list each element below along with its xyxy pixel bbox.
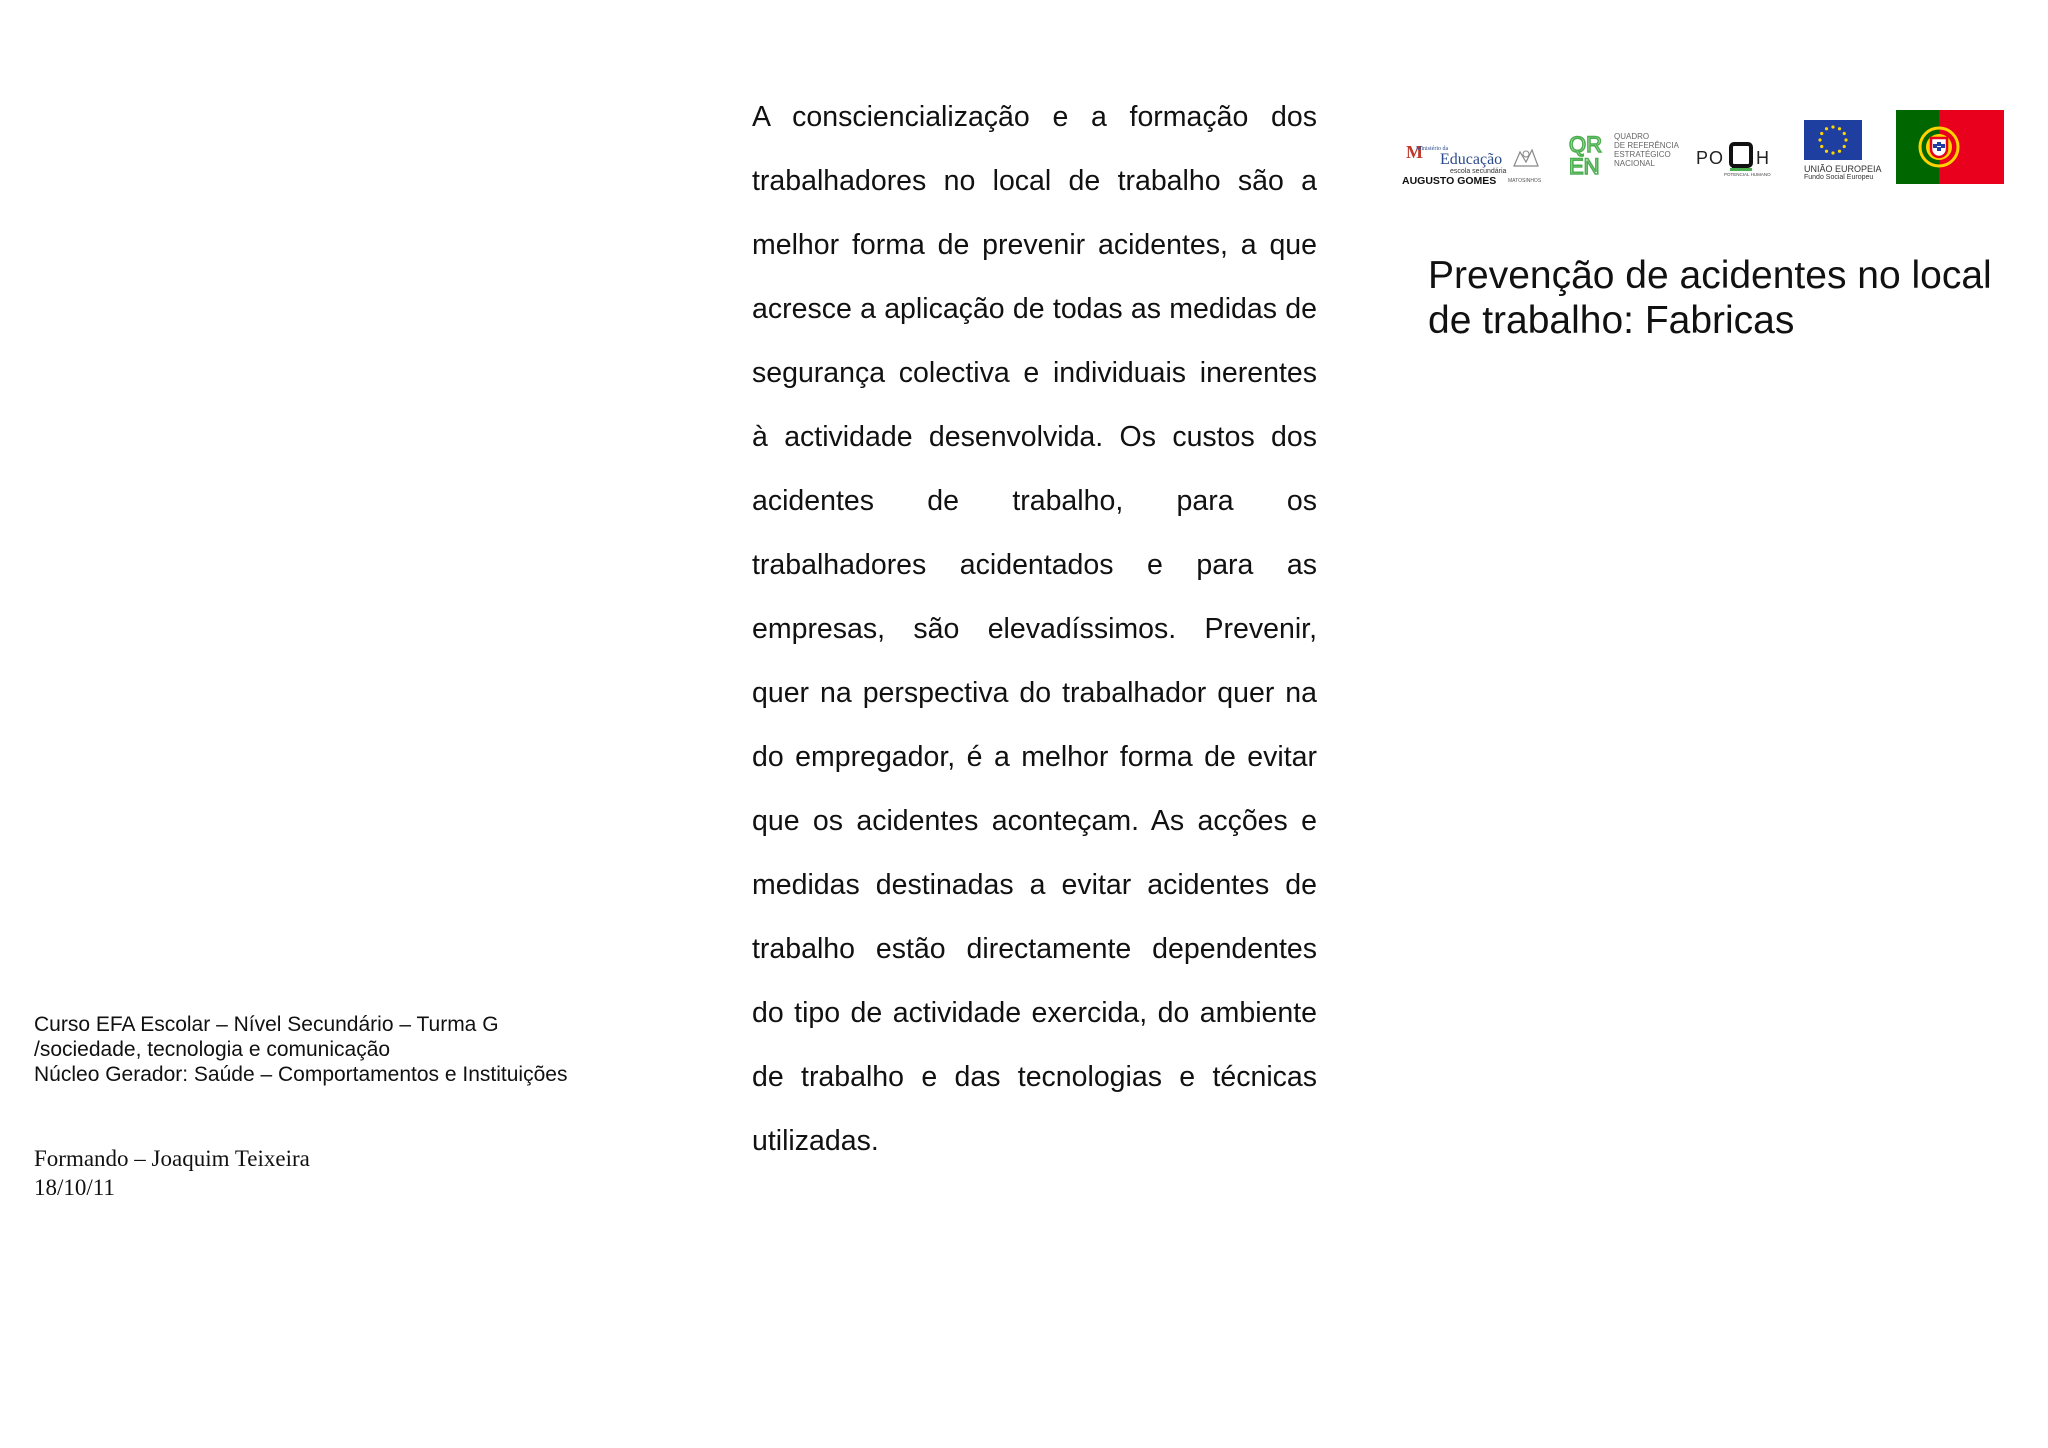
qren-mark-icon	[1568, 132, 1612, 178]
svg-text:PO: PO	[1696, 148, 1725, 168]
document-date: 18/10/11	[34, 1175, 115, 1200]
svg-text:EN: EN	[1569, 154, 1600, 178]
document-title: Prevenção de acidentes no local de trabalho: Fabricas	[1428, 254, 1992, 342]
body-paragraph: A consciencialização e a formação dos trabalhadores no local de trabalho são a melhor forma de prevenir acidentes, a que acresce a aplicação de todas as medidas de segurança colectiva e individuais inerentes à actividade desenvolvida. Os custos dos acidentes de trabalho, para os trabalhadores acidentados e para as empresas, são elevadíssimos. Prevenir, quer na perspectiva do trabalhador quer na do empregador, é a melhor forma de evitar que os acidentes aconteçam. As acções e medidas destinadas a evitar acidentes de trabalho estão directamente dependentes do tipo de actividade exercida, do ambiente de trabalho e das tecnologias e técnicas utilizadas.	[752, 101, 1317, 1157]
eu-line-1: UNIÃO EUROPEIA	[1804, 164, 1882, 174]
course-line-2: /sociedade, tecnologia e comunicação	[34, 1038, 391, 1061]
eu-star-icon	[1843, 132, 1846, 135]
school-logo-escola: escola secundária	[1450, 168, 1507, 175]
eu-star-icon	[1831, 125, 1834, 128]
school-logo-name: AUGUSTO GOMES	[1402, 175, 1497, 187]
middle-panel	[752, 85, 1317, 1173]
poph-mark-icon	[1694, 138, 1786, 172]
student-name: Formando – Joaquim Teixeira	[34, 1146, 310, 1171]
poph-caption: POTENCIAL HUMANO	[1724, 172, 1771, 177]
svg-text:QR: QR	[1569, 132, 1602, 157]
eu-star-icon	[1825, 127, 1828, 130]
portugal-flag-logo	[1896, 110, 2004, 184]
eu-star-icon	[1820, 132, 1823, 135]
qren-line-1: QUADRO	[1614, 132, 1650, 141]
school-logo-educacao: Educação	[1440, 151, 1503, 168]
student-info	[34, 1144, 674, 1202]
svg-text:M: M	[1406, 142, 1423, 162]
qren-line-3: ESTRATÉGICO	[1614, 150, 1671, 159]
eu-star-icon	[1820, 145, 1823, 148]
left-panel	[34, 1012, 674, 1202]
eu-star-icon	[1825, 150, 1828, 153]
qren-line-2: DE REFERÊNCIA	[1614, 141, 1679, 150]
eu-line-2: Fundo Social Europeu	[1804, 174, 1874, 181]
logo-strip	[1396, 108, 2008, 188]
eu-logo	[1804, 120, 1884, 186]
eu-flag-icon	[1804, 120, 1862, 160]
eu-star-icon	[1838, 150, 1841, 153]
svg-text:H: H	[1756, 148, 1769, 168]
eu-star-icon	[1818, 138, 1821, 141]
qren-logo	[1568, 132, 1678, 184]
school-logo-city: MATOSINHOS	[1508, 178, 1542, 184]
eu-star-icon	[1844, 138, 1847, 141]
poph-logo	[1694, 138, 1786, 182]
school-logo	[1402, 138, 1542, 188]
eu-star-icon	[1831, 151, 1834, 154]
course-line-3: Núcleo Gerador: Saúde – Comportamentos e Instituições	[34, 1063, 568, 1086]
eu-star-icon	[1843, 145, 1846, 148]
svg-text:Ministério da: Ministério da	[1416, 146, 1449, 152]
eu-star-icon	[1838, 127, 1841, 130]
course-line-1: Curso EFA Escolar – Nível Secundário – Turma G	[34, 1013, 499, 1036]
course-info	[34, 1012, 674, 1087]
qren-line-4: NACIONAL	[1614, 159, 1655, 168]
portugal-flag-icon	[1896, 110, 2004, 184]
